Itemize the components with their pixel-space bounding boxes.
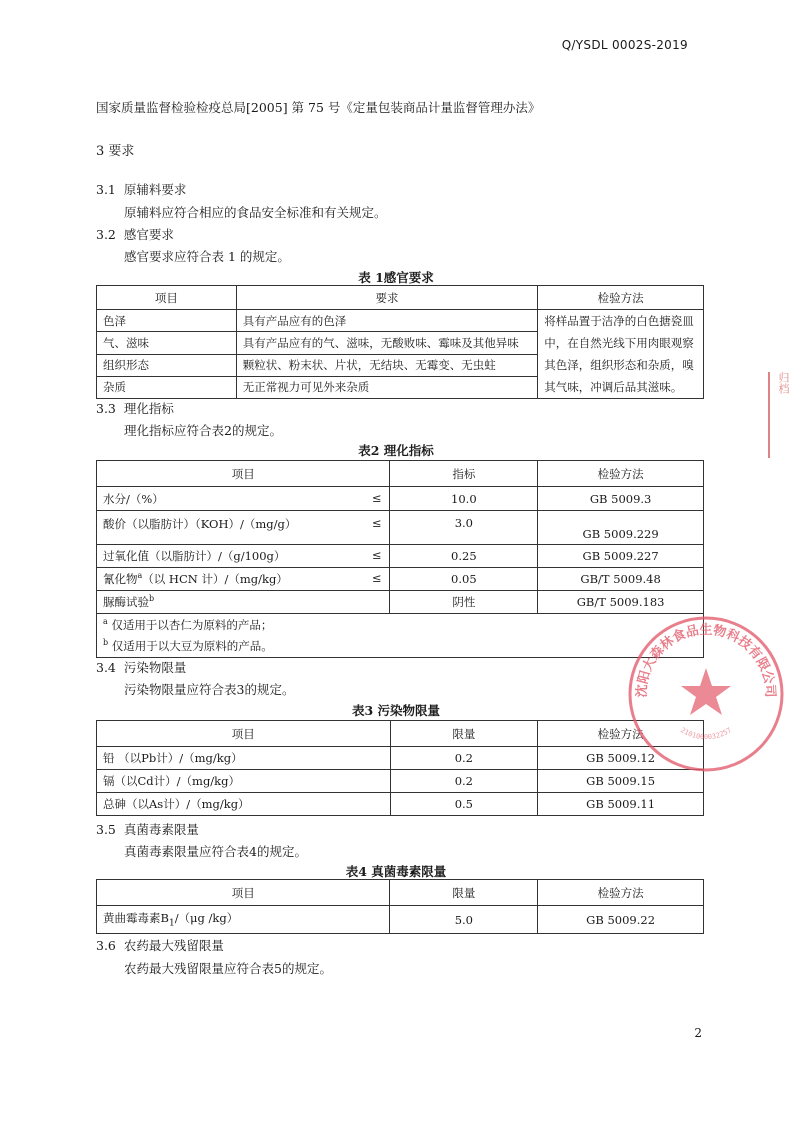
table-header-cell: 检验方法 (538, 461, 704, 487)
footnote-text: 仅适用于以大豆为原料的产品。 (111, 639, 273, 654)
table-cell-item (97, 591, 390, 614)
section-3-3-text: 理化指标应符合表2的规定。 (124, 423, 282, 438)
table-header-cell: 项目 (97, 721, 391, 747)
le-symbol: ≤ (371, 516, 382, 530)
item-subscript: 1 (168, 918, 175, 929)
section-number: 3.2 (96, 227, 116, 242)
section-title: 真菌毒素限量 (123, 822, 199, 837)
method-line: 其气味，冲调后品其滋味。 (544, 380, 683, 394)
table-cell-item: 铅 （以Pb计）/（mg/kg） (97, 747, 391, 770)
seal-text: 沈阳大森林食品生物科技有限公司 (634, 623, 778, 698)
table-1-caption: 表 1感官要求 (358, 270, 434, 285)
table-header-cell: 项目 (97, 286, 237, 310)
section-3-6-heading (96, 936, 224, 954)
table-header-cell: 限量 (390, 721, 538, 747)
table-cell-value: 5.0 (390, 906, 538, 934)
table-cell-method: GB 5009.15 (538, 770, 704, 793)
table-header-cell: 检验方法 (538, 880, 704, 906)
section-3-5-text: 真菌毒素限量应符合表4的规定。 (124, 844, 307, 859)
section-3-2-heading (96, 225, 174, 243)
section-title: 感官要求 (123, 227, 174, 242)
section-number: 3.1 (96, 182, 116, 197)
le-symbol: ≤ (371, 548, 382, 562)
table-cell-item: 总砷（以As计）/（mg/kg） (97, 793, 391, 816)
method-line: 中，在自然光线下用肉眼观察 (544, 336, 694, 350)
table-header-cell: 检验方法 (538, 721, 704, 747)
table-header-cell: 限量 (390, 880, 538, 906)
table-cell-requirement: 颗粒状、粉末状、片状，无结块、无霉变、无虫蛀 (236, 354, 537, 376)
table-cell-item: 色泽 (97, 310, 237, 332)
table-cell-value: 0.2 (390, 770, 538, 793)
footnote-text: 仅适用于以杏仁为原料的产品； (111, 617, 273, 632)
footnote-mark: a (137, 571, 143, 581)
section-3-2-text: 感官要求应符合表 1 的规定。 (124, 249, 290, 264)
section-number: 3.5 (96, 822, 116, 837)
section-3-4-heading (96, 658, 186, 676)
section-3-1-text: 原辅料应符合相应的食品安全标准和有关规定。 (124, 205, 387, 220)
table-cell-item (97, 545, 390, 568)
table-cell-method: GB 5009.11 (538, 793, 704, 816)
table-header-cell: 要求 (236, 286, 537, 310)
section-3-title: 3 要求 (96, 144, 135, 159)
section-number: 3.3 (96, 401, 116, 416)
seal-code: 2101060032257 (679, 726, 733, 742)
section-3-6-text: 农药最大残留限量应符合表5的规定。 (124, 961, 332, 976)
document-code: Q/YSDL 0002S-2019 (561, 38, 688, 52)
table-cell-item: 气、滋味 (97, 332, 237, 354)
table-cell-method: GB 5009.3 (538, 487, 704, 511)
table-cell-value: 3.0 (390, 511, 538, 545)
footnote-mark: a (103, 616, 108, 626)
le-symbol: ≤ (371, 490, 382, 505)
table-cell-value: 0.25 (390, 545, 538, 568)
table-cell-method (538, 310, 704, 399)
table-cell-requirement: 无正常视力可见外来杂质 (236, 376, 537, 398)
section-3-3-heading (96, 399, 174, 417)
table-header-cell: 项目 (97, 461, 390, 487)
table-4 (96, 879, 704, 934)
section-title: 污染物限量 (123, 660, 187, 675)
table-cell-method: GB 5009.22 (538, 906, 704, 934)
item-label: 黄曲霉毒素B (103, 911, 169, 926)
section-title: 理化指标 (123, 401, 174, 416)
page-number: 2 (694, 1026, 702, 1040)
table-cell-method: GB 5009.12 (538, 747, 704, 770)
item-label-tail: /（μg /kg） (174, 911, 239, 926)
section-number: 3.4 (96, 660, 116, 675)
le-symbol: ≤ (371, 571, 382, 585)
table-cell-value: 10.0 (390, 487, 538, 511)
section-3-4-text: 污染物限量应符合表3的规定。 (124, 682, 295, 697)
table-cell-item: 组织形态 (97, 354, 237, 376)
table-cell-method: GB/T 5009.183 (538, 591, 704, 614)
item-label: 脲酶试验 (103, 595, 149, 609)
table-cell-item (97, 906, 390, 934)
table-header-cell: 项目 (97, 880, 390, 906)
footnote-mark: b (103, 638, 109, 648)
table-3-caption: 表3 污染物限量 (351, 703, 441, 718)
table-cell-value: 0.5 (390, 793, 538, 816)
section-3-5-heading (96, 820, 199, 838)
table-header-cell: 检验方法 (538, 286, 704, 310)
table-cell-item: 镉（以Cd计）/（mg/kg） (97, 770, 391, 793)
table-cell-requirement: 具有产品应有的气、滋味，无酸败味、霉味及其他异味 (236, 332, 537, 354)
item-label: 氰化物 (103, 572, 138, 586)
section-title: 农药最大残留限量 (123, 938, 224, 953)
table-cell-item (97, 511, 390, 545)
table-cell-item (97, 568, 390, 591)
table-1 (96, 285, 704, 399)
table-cell-value: 0.05 (390, 568, 538, 591)
section-title: 原辅料要求 (123, 182, 187, 197)
table-cell-requirement: 具有产品应有的色泽 (236, 310, 537, 332)
item-label: 水分/（%） (103, 491, 164, 506)
item-label: 过氧化值（以脂肪计）/（g/100g） (103, 549, 286, 563)
item-label: 酸价（以脂肪计）（KOH）/（mg/g） (103, 517, 297, 531)
table-cell-method: GB 5009.229 (538, 511, 704, 545)
table-footnote (97, 614, 704, 636)
table-cell-value: 阴性 (390, 591, 538, 614)
table-2 (96, 460, 704, 658)
method-line: 其色泽，组织形态和杂质，嗅 (544, 358, 694, 372)
table-cell-item (97, 487, 390, 511)
table-header-cell: 指标 (390, 461, 538, 487)
footnote-mark: b (149, 594, 155, 604)
method-line: 将样品置于洁净的白色搪瓷皿 (544, 314, 694, 328)
table-3 (96, 720, 704, 816)
reference-line: 国家质量监督检验检疫总局[2005] 第 75 号《定量包装商品计量监督管理办法》 (96, 100, 541, 115)
table-4-caption: 表4 真菌毒素限量 (345, 864, 447, 879)
table-cell-item: 杂质 (97, 376, 237, 398)
section-3-1-heading (96, 180, 186, 198)
table-cell-method: GB 5009.227 (538, 545, 704, 568)
section-number: 3.6 (96, 938, 116, 953)
table-2-caption: 表2 理化指标 (358, 443, 434, 458)
archive-side-mark: 归档 (768, 372, 792, 458)
table-cell-method: GB/T 5009.48 (538, 568, 704, 591)
item-label-tail: （以 HCN 计）/（mg/kg） (142, 572, 288, 586)
table-footnote (97, 636, 704, 658)
table-cell-value: 0.2 (390, 747, 538, 770)
